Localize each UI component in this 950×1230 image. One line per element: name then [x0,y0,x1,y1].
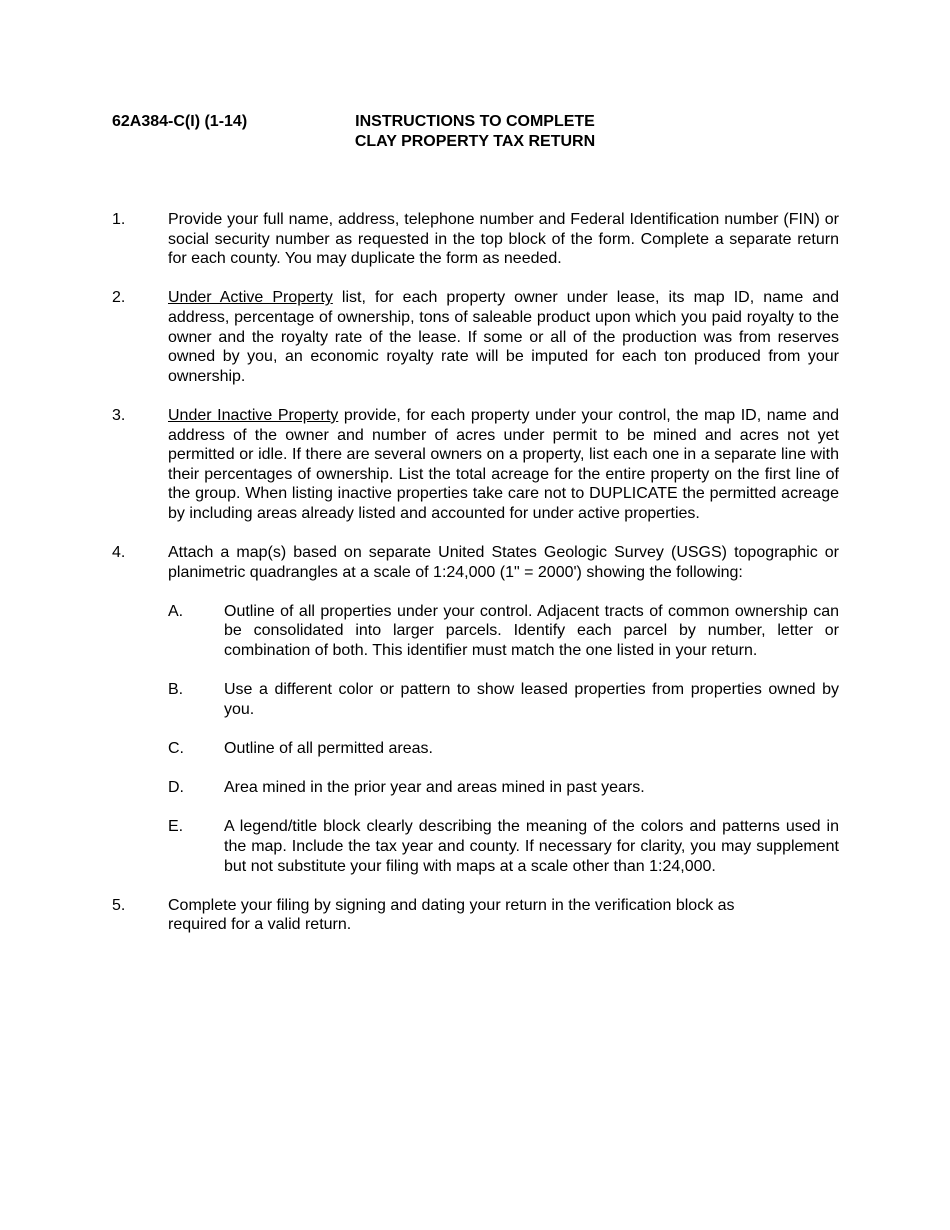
item-text [168,406,839,524]
instruction-item-5 [112,896,839,935]
section-heading-inactive-property: Under Inactive Property [168,406,339,424]
title-line-1: INSTRUCTIONS TO COMPLETE [355,113,595,130]
subitem-c [168,739,839,759]
instruction-item-3 [112,406,839,524]
item-text: Complete your filing by signing and dating your return in the verification block as required for a valid return. [168,896,735,934]
item-body: list, for each property owner under lease, its map ID, name and address, percentage of ownership, tons of saleable product upon which you paid royalty to the owner and the royalty rate of the lease. If some or all of the production was from reserves owned by you, an economic royalty rate will be imputed for each ton produced from your ownership. [168,289,840,385]
subitem-letter: D. [168,779,184,797]
form-number: 62A384-C(I) (1-14) [112,113,248,130]
subitem-letter: C. [168,740,184,758]
item-number: 3. [112,406,126,424]
instruction-item-4 [112,543,839,876]
item-body: provide, for each property under your control, the map ID, name and address of the owner and number of acres under permit to be mined and acres not yet permitted or idle. If there are several owners on a property, list each one in a separate line with their percentages of ownership. List the total acreage for the entire property on the first line of the group. When listing inactive properties take care not to DUPLICATE the permitted acreage by including areas already listed and accounted for under active properties. [168,406,840,522]
subitem-d [168,778,839,798]
subitem-letter: E. [168,818,184,836]
subitem-letter: A. [168,602,184,620]
subitem-text: Use a different color or pattern to show leased properties from properties owned by you. [224,681,839,718]
document-title [345,112,605,151]
item-number: 4. [112,544,126,562]
subitem-a [168,602,839,661]
item-number: 5. [112,896,126,914]
item-number: 2. [112,289,126,307]
subitem-letter: B. [168,681,184,699]
item-number: 1. [112,211,126,228]
title-line-2: CLAY PROPERTY TAX RETURN [354,132,596,150]
subitem-text: A legend/title block clearly describing the meaning of the colors and patterns used in the map. Include the tax year and county. If necessary for clarity, you may supplement but not substitute your filing with maps at a scale other than 1:24,000. [224,818,839,875]
instruction-list [112,210,839,955]
subitem-b [168,680,839,719]
item-text [168,288,839,386]
subitem-text: Outline of all permitted areas. [224,740,433,758]
item-text: Attach a map(s) based on separate United States Geologic Survey (USGS) topographic or planimetric quadrangles at a scale of 1:24,000 (1" = 2000') showing the following: [168,544,839,581]
subitem-text: Area mined in the prior year and areas mined in past years. [224,779,645,797]
instruction-item-2 [112,288,839,386]
instruction-item-1 [112,210,839,269]
item-text: Provide your full name, address, telephone number and Federal Identification number (FIN) or social security number as requested in the top block of the form. Complete a separate return for each county. You may duplicate the form as needed. [168,211,839,268]
map-requirements-list [168,602,839,876]
section-heading-active-property: Under Active Property [168,289,333,307]
subitem-text: Outline of all properties under your control. Adjacent tracts of common ownership can be consolidated into larger parcels. Identify each parcel by number, letter or combination of both. This identifier must match the one listed in your return. [224,602,839,660]
subitem-e [168,817,839,876]
